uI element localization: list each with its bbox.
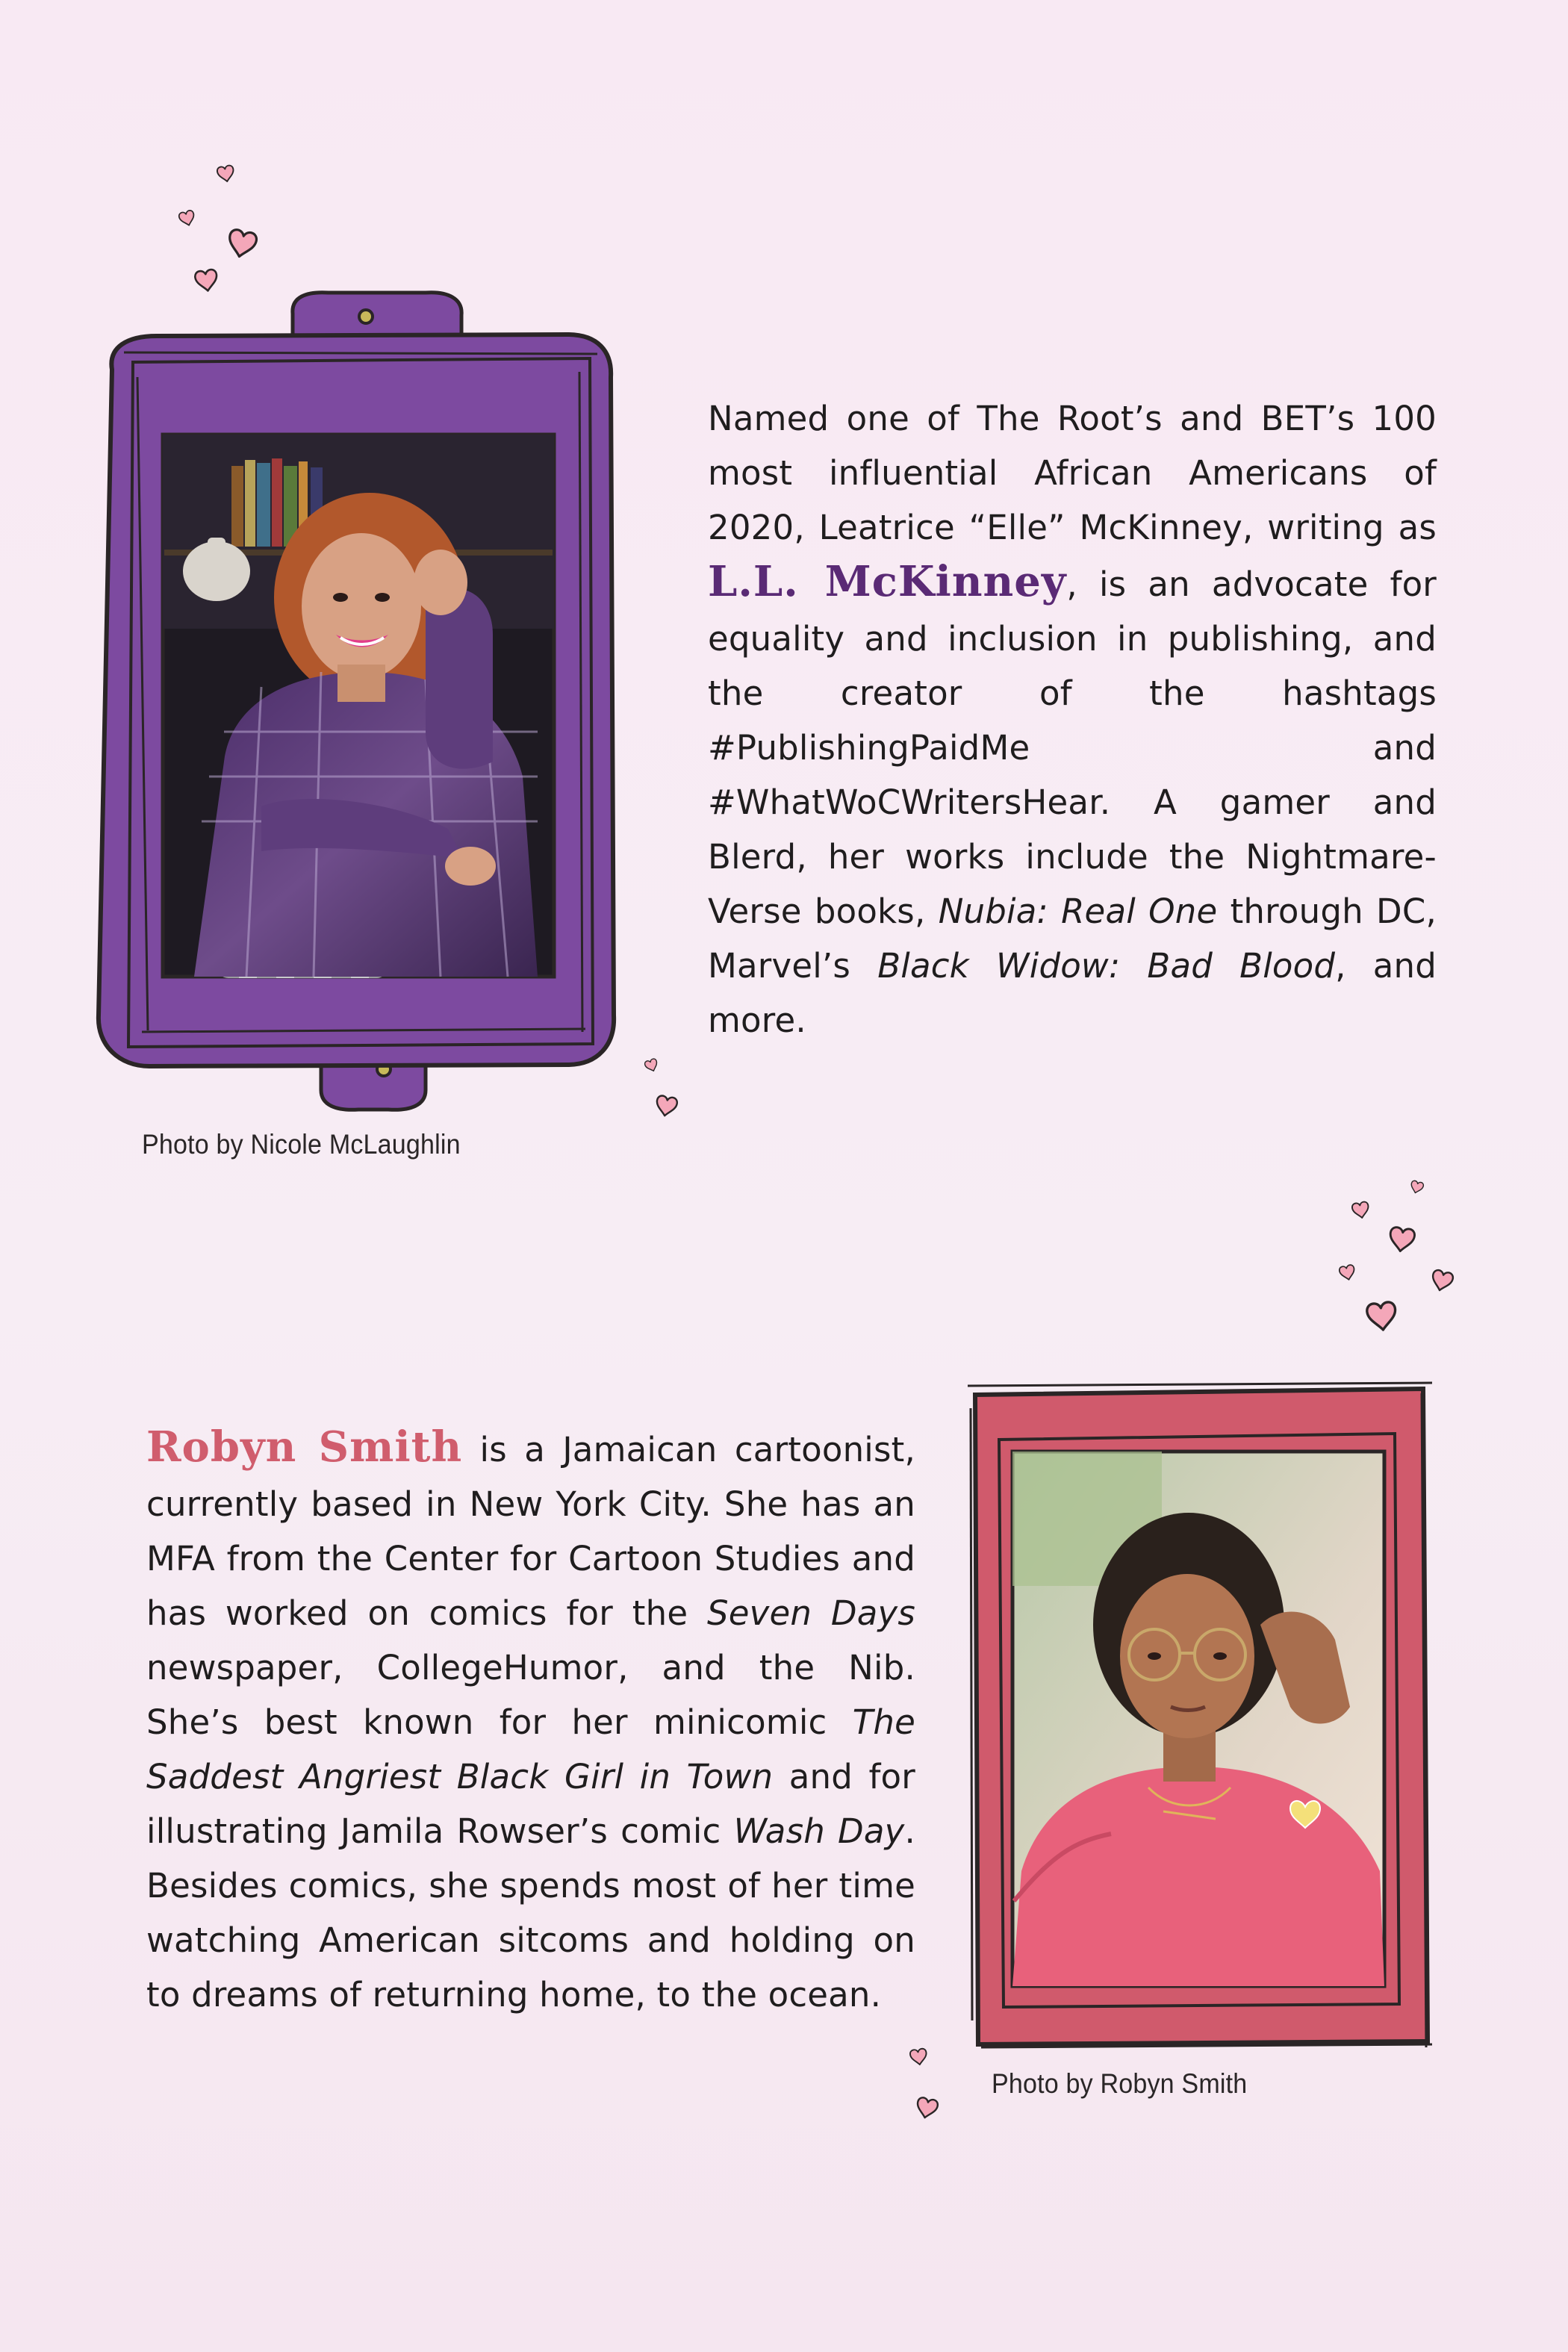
bio-text: Named one of The Root’s and BET’s 100 most influential African Americans of 2020, Leatrice “Elle” McKinney, writing as [708, 399, 1437, 547]
heart-icon [915, 2097, 939, 2120]
bio-text: through DC, Marvel’s [708, 892, 1437, 986]
heart-icon [1388, 1227, 1415, 1253]
heart-icon [226, 228, 258, 259]
photo-credit: Photo by Robyn Smith [992, 2068, 1248, 2099]
author-name: L.L. McKinney [708, 557, 1067, 606]
book-title: Nubia: Real One [938, 892, 1218, 931]
bio-text: . Besides comics, she spends most of her time watching American sitcoms and holding on to dreams of returning home, to the ocean. [146, 1811, 915, 2015]
bio-text: is a Jamaican cartoonist, currently based in New York City. She has an MFA from the Center for Cartoon Studies and has worked on comics for the [146, 1430, 915, 1633]
book-title: Black Widow: Bad Blood [877, 946, 1336, 986]
heart-icon [655, 1095, 678, 1117]
heart-icon [217, 165, 235, 183]
photo-frame-pink [962, 1378, 1440, 2050]
heart-icon [178, 210, 196, 227]
bio-text: , is an advocate for equality and inclusion in publishing, and the creator of the hashtags #PublishingPaidMe and #WhatWoCWritersHear. A gamer and Blerd, her works include the Nightmare-Verse books, [708, 564, 1437, 931]
heart-icon [909, 2048, 927, 2065]
publication-title: Seven Days [707, 1593, 915, 1633]
comic-title: The Saddest Angriest Black Girl in Town [146, 1702, 915, 1796]
heart-icon [1339, 1264, 1356, 1281]
comic-title: Wash Day [733, 1811, 905, 1851]
author-bio-smith [146, 1420, 915, 2022]
photo-credit: Photo by Nicole McLaughlin [142, 1129, 461, 1160]
photo-frame-purple [75, 284, 657, 1120]
bio-text: , and more. [708, 946, 1437, 1040]
bio-text: newspaper, CollegeHumor, and the Nib. She’s best known for her minicomic [146, 1648, 915, 1742]
heart-icon [1351, 1201, 1370, 1219]
heart-icon [1410, 1180, 1425, 1194]
author-bio-mckinney [708, 391, 1437, 1048]
bio-text: and for illustrating Jamila Rowser’s comic [146, 1757, 915, 1851]
author-name: Robyn Smith [146, 1422, 463, 1472]
heart-icon [1430, 1269, 1454, 1293]
heart-icon [1366, 1301, 1397, 1331]
